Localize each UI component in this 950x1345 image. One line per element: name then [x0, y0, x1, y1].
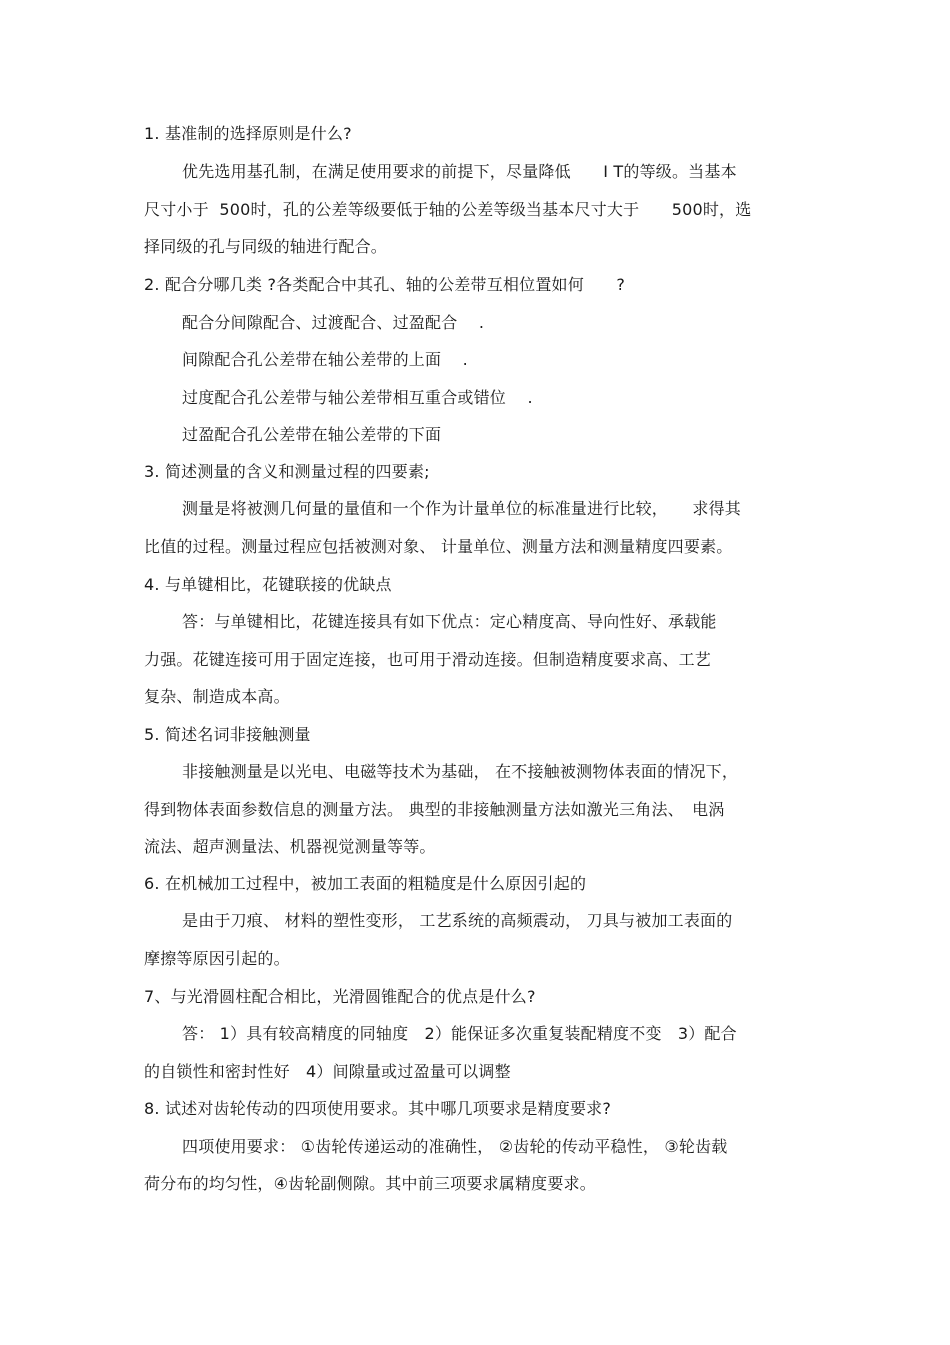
question-8-title: 8. 试述对齿轮传动的四项使用要求。其中哪几项要求是精度要求? — [144, 1099, 612, 1118]
answer-2-line-4: 过盈配合孔公差带在轴公差带的下面 — [182, 425, 442, 444]
answer-8-line-1: 四项使用要求： ①齿轮传递运动的准确性， ②齿轮的传动平稳性， ③轮齿载 — [182, 1137, 728, 1156]
answer-5-line-1: 非接触测量是以光电、电磁等技术为基础， 在不接触被测物体表面的情况下， — [182, 762, 739, 781]
question-2-title: 2. 配合分哪几类 ?各类配合中其孔、轴的公差带互相位置如何 ? — [144, 275, 626, 294]
answer-5-line-3: 流法、超声测量法、机器视觉测量等等。 — [144, 837, 436, 856]
answer-1-line-3: 择同级的孔与同级的轴进行配合。 — [144, 237, 388, 256]
answer-2-line-3: 过度配合孔公差带与轴公差带相互重合或错位 . — [182, 388, 533, 407]
answer-1-line-2: 尺寸小于 500时，孔的公差等级要低于轴的公差等级当基本尺寸大于 500时，选 — [144, 200, 752, 219]
question-4-title: 4. 与单键相比，花键联接的优缺点 — [144, 575, 392, 594]
answer-4-line-1: 答：与单键相比，花键连接具有如下优点：定心精度高、导向性好、承载能 — [182, 612, 717, 631]
answer-2-line-1: 配合分间隙配合、过渡配合、过盈配合 . — [182, 313, 485, 332]
answer-1-line-1: 优先选用基孔制，在满足使用要求的前提下，尽量降低 I T的等级。当基本 — [182, 162, 737, 181]
answer-5-line-2: 得到物体表面参数信息的测量方法。 典型的非接触测量方法如激光三角法、 电涡 — [144, 800, 725, 819]
answer-7-line-2: 的自锁性和密封性好 4）间隙量或过盈量可以调整 — [144, 1062, 511, 1081]
question-1-title: 1. 基准制的选择原则是什么? — [144, 124, 352, 143]
question-3-title: 3. 简述测量的含义和测量过程的四要素; — [144, 462, 430, 481]
answer-3-line-2: 比值的过程。测量过程应包括被测对象、 计量单位、测量方法和测量精度四要素。 — [144, 537, 733, 556]
answer-6-line-1: 是由于刀痕、 材料的塑性变形， 工艺系统的高频震动， 刀具与被加工表面的 — [182, 911, 733, 930]
question-6-title: 6. 在机械加工过程中，被加工表面的粗糙度是什么原因引起的 — [144, 874, 587, 893]
answer-2-line-2: 间隙配合孔公差带在轴公差带的上面 . — [182, 350, 468, 369]
question-5-title: 5. 简述名词非接触测量 — [144, 725, 311, 744]
answer-6-line-2: 摩擦等原因引起的。 — [144, 949, 290, 968]
answer-4-line-2: 力强。花键连接可用于固定连接，也可用于滑动连接。但制造精度要求高、工艺 — [144, 650, 712, 669]
answer-7-line-1: 答： 1）具有较高精度的同轴度 2）能保证多次重复装配精度不变 3）配合 — [182, 1024, 737, 1043]
answer-4-line-3: 复杂、制造成本高。 — [144, 687, 290, 706]
question-7-title: 7、与光滑圆柱配合相比，光滑圆锥配合的优点是什么? — [144, 987, 536, 1006]
answer-8-line-2: 荷分布的均匀性，④齿轮副侧隙。其中前三项要求属精度要求。 — [144, 1174, 596, 1193]
answer-3-line-1: 测量是将被测几何量的量值和一个作为计量单位的标准量进行比较， 求得其 — [182, 499, 742, 518]
